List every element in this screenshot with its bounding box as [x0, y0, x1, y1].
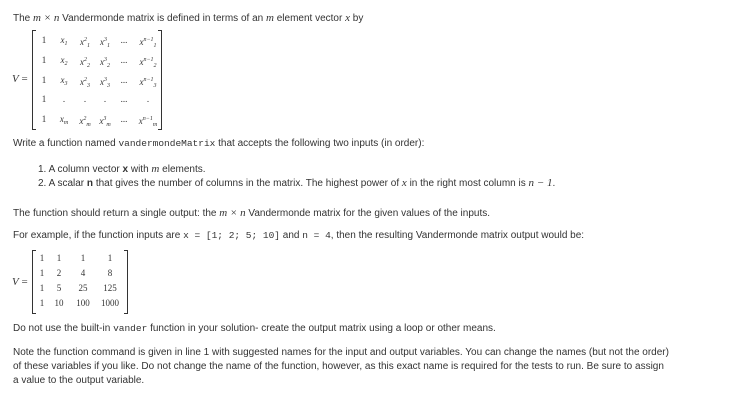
input-text: elements.: [162, 164, 206, 175]
example-code: x = [1; 2; 5; 10]: [183, 230, 281, 241]
matrix-cell: $x^{n-1}_m$: [138, 116, 158, 128]
example-matrix-label: V =: [12, 276, 28, 288]
intro-text: The: [13, 13, 31, 24]
output-text: Vandermonde matrix for the given values of the inputs.: [248, 208, 491, 219]
matrix-cell: $x^2_m$: [79, 116, 91, 128]
matrix-cell: 1: [39, 298, 45, 308]
matrix-cell: 1: [107, 253, 113, 263]
note1-text: function in your solution- create the output matrix using a loop or other means.: [150, 323, 496, 334]
matrix-cell: ...: [120, 114, 128, 124]
right-bracket: [124, 250, 128, 314]
note1-code: vander: [113, 323, 148, 334]
right-bracket: [158, 30, 162, 130]
input-item-2: [38, 176, 555, 191]
matrix-cell: .: [103, 94, 107, 104]
input-text: 2. A scalar: [38, 178, 85, 189]
matrix-cell: 10: [54, 298, 64, 308]
note2-line-2: of these variables if you like. Do not change the name of the function, however, as this exact name is required for the tests to run. Be sure to assign: [13, 361, 664, 372]
note1-text: Do not use the built-in: [13, 323, 111, 334]
matrix-cell: $x_2$: [60, 55, 68, 67]
intro-m: m: [265, 12, 274, 24]
input-bold: x: [122, 164, 129, 175]
input-math: x: [401, 177, 407, 189]
matrix-cell: 1: [39, 268, 45, 278]
matrix-cell: 1: [41, 114, 47, 124]
input-item-1: [38, 162, 206, 177]
matrix-cell: 8: [107, 268, 113, 278]
intro-x: x: [345, 12, 350, 24]
example-code: n = 4: [302, 230, 331, 241]
matrix-cell: 25: [78, 283, 88, 293]
matrix-cell: $x^{n-1}_2$: [139, 57, 157, 69]
matrix-cell: $x^3_1$: [100, 37, 110, 49]
output-text: The function should return a single output: the: [13, 208, 217, 219]
matrix-cell: 125: [103, 283, 117, 293]
matrix-cell: ...: [120, 94, 128, 104]
matrix-cell: 1: [41, 55, 47, 65]
input-text: 1. A column vector: [38, 164, 120, 175]
matrix-cell: 1: [41, 75, 47, 85]
input-text: .: [552, 178, 556, 189]
matrix-cell: $x^3_2$: [100, 57, 110, 69]
input-text: with: [130, 164, 149, 175]
matrix-cell: $x^2_3$: [80, 77, 90, 89]
matrix-cell: ...: [120, 55, 128, 65]
left-bracket: [32, 30, 36, 130]
matrix-cell: 5: [56, 283, 62, 293]
matrix-cell: 1000: [101, 298, 119, 308]
matrix-cell: 4: [80, 268, 86, 278]
example-matrix: [32, 250, 128, 314]
function-name: vandermondeMatrix: [118, 138, 216, 149]
output-desc-line: [13, 206, 490, 221]
task-text: Write a function named: [13, 138, 116, 149]
matrix-cell: 1: [80, 253, 86, 263]
matrix-cell: $x^3_m$: [99, 116, 111, 128]
example-text: and: [282, 230, 300, 241]
note1-line: [13, 322, 496, 336]
matrix-cell: .: [83, 94, 87, 104]
matrix-cell: 2: [56, 268, 62, 278]
example-text: For example, if the function inputs are: [13, 230, 181, 241]
def-matrix-label: V =: [12, 73, 28, 85]
example-text: , then the resulting Vandermonde matrix output would be:: [330, 230, 585, 241]
input-math: n − 1: [528, 177, 553, 189]
matrix-cell: 100: [76, 298, 90, 308]
matrix-cell: $x_1$: [60, 35, 68, 47]
example-line: [13, 229, 584, 243]
matrix-cell: .: [62, 94, 66, 104]
intro-dims: m × n: [33, 12, 60, 24]
matrix-cell: $x^{n-1}_3$: [139, 77, 157, 89]
definition-matrix: [32, 30, 162, 130]
intro-text: by: [352, 13, 364, 24]
matrix-cell: $x^2_2$: [80, 57, 90, 69]
matrix-cell: ...: [120, 35, 128, 45]
intro-text: element vector: [276, 13, 343, 24]
matrix-cell: $x_3$: [60, 75, 68, 87]
task-line: [13, 137, 424, 151]
input-text: in the right most column is: [409, 178, 526, 189]
task-text: that accepts the following two inputs (in order):: [218, 138, 425, 149]
intro-text: Vandermonde matrix is defined in terms of an: [62, 13, 264, 24]
matrix-cell: $x_m$: [59, 114, 69, 126]
matrix-cell: 1: [39, 283, 45, 293]
input-math: m: [151, 163, 160, 175]
input-text: that gives the number of columns in the matrix. The highest power of: [95, 178, 400, 189]
matrix-cell: 1: [41, 35, 47, 45]
matrix-cell: 1: [39, 253, 45, 263]
matrix-cell: ...: [120, 75, 128, 85]
intro-line: [13, 11, 363, 26]
matrix-cell: .: [146, 94, 150, 104]
matrix-cell: 1: [41, 94, 47, 104]
note2-line-1: Note the function command is given in line 1 with suggested names for the input and output variables. You can change the names (but not the order): [13, 347, 669, 358]
matrix-cell: $x^{n-1}_1$: [139, 37, 157, 49]
matrix-cell: $x^2_1$: [80, 37, 90, 49]
input-bold: n: [86, 178, 94, 189]
note2-line-3: a value to the output variable.: [13, 375, 145, 386]
output-dims: m × n: [219, 207, 246, 219]
matrix-cell: 1: [56, 253, 62, 263]
matrix-cell: $x^3_3$: [100, 77, 110, 89]
